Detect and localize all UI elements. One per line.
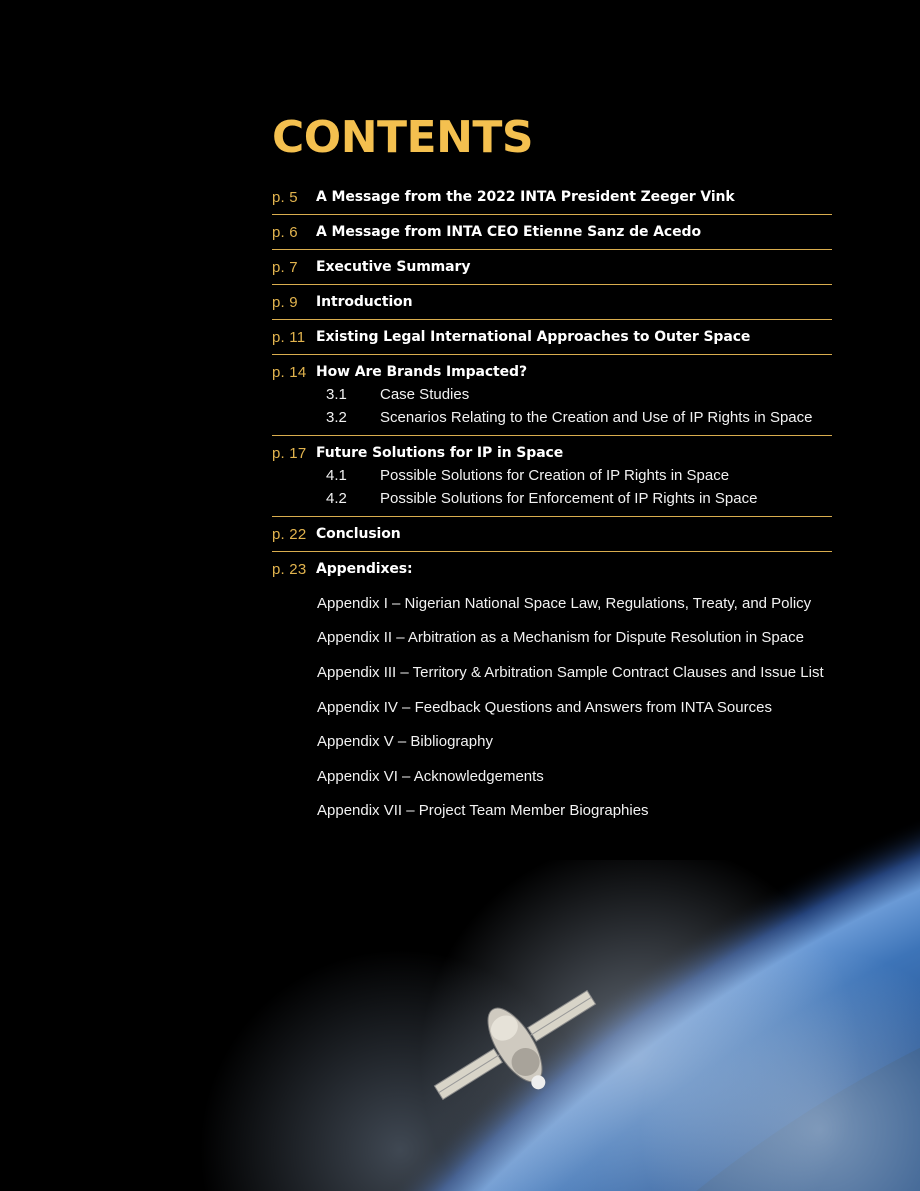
page-reference: p. 6 (272, 223, 298, 241)
subentry-number: 4.2 (326, 490, 347, 507)
entry-title: Appendixes: (316, 561, 413, 577)
page-reference: p. 17 (272, 444, 307, 462)
toc-subentry[interactable] (272, 487, 832, 510)
toc-entry[interactable] (272, 180, 832, 215)
entry-title: Executive Summary (316, 259, 471, 275)
page-reference: p. 14 (272, 363, 307, 381)
entry-title: Introduction (316, 294, 413, 310)
toc-entry[interactable] (272, 517, 832, 552)
entry-title: A Message from the 2022 INTA President Zeeger Vink (316, 189, 735, 205)
toc-entry[interactable] (272, 250, 832, 285)
page-reference: p. 5 (272, 188, 298, 206)
toc-entry[interactable] (272, 320, 832, 355)
toc-subentry[interactable] (272, 406, 832, 429)
appendix-item[interactable]: Appendix V – Bibliography (317, 733, 493, 751)
page-reference: p. 23 (272, 560, 307, 578)
toc-entry[interactable] (272, 355, 832, 436)
subentry-number: 3.2 (326, 409, 347, 426)
entry-title: A Message from INTA CEO Etienne Sanz de Acedo (316, 224, 701, 240)
entry-title: How Are Brands Impacted? (316, 364, 527, 380)
toc-entry[interactable] (272, 436, 832, 517)
page-reference: p. 11 (272, 328, 306, 346)
appendix-list (272, 586, 832, 828)
page-reference: p. 9 (272, 293, 298, 311)
appendix-item[interactable]: Appendix IV – Feedback Questions and Answers from INTA Sources (317, 698, 772, 716)
appendix-item[interactable]: Appendix II – Arbitration as a Mechanism for Dispute Resolution in Space (317, 629, 804, 647)
subentry-title: Case Studies (380, 386, 470, 403)
entry-title: Existing Legal International Approaches to Outer Space (316, 329, 751, 345)
toc-entry-appendixes[interactable] (272, 552, 832, 828)
subentry-title: Scenarios Relating to the Creation and Use of IP Rights in Space (380, 409, 813, 426)
appendix-item[interactable]: Appendix I – Nigerian National Space Law, Regulations, Treaty, and Policy (317, 594, 812, 612)
toc-entry[interactable] (272, 215, 832, 250)
appendix-item[interactable]: Appendix VII – Project Team Member Biographies (317, 802, 649, 820)
subentry-title: Possible Solutions for Creation of IP Rights in Space (380, 467, 730, 484)
appendix-item[interactable]: Appendix III – Territory & Arbitration Sample Contract Clauses and Issue List (317, 663, 824, 681)
subentry-number: 4.1 (326, 467, 347, 484)
page-reference: p. 22 (272, 525, 307, 543)
toc-subentry[interactable] (272, 383, 832, 406)
subentry-title: Possible Solutions for Enforcement of IP Rights in Space (380, 490, 758, 507)
entry-title: Conclusion (316, 526, 401, 542)
entry-title: Future Solutions for IP in Space (316, 445, 564, 461)
toc-entry[interactable] (272, 285, 832, 320)
toc-subentry[interactable] (272, 464, 832, 487)
appendix-item[interactable]: Appendix VI – Acknowledgements (317, 767, 544, 785)
table-of-contents (272, 110, 892, 828)
subentry-number: 3.1 (326, 386, 347, 403)
page-reference: p. 7 (272, 258, 298, 276)
page-title: CONTENTS (272, 112, 534, 163)
